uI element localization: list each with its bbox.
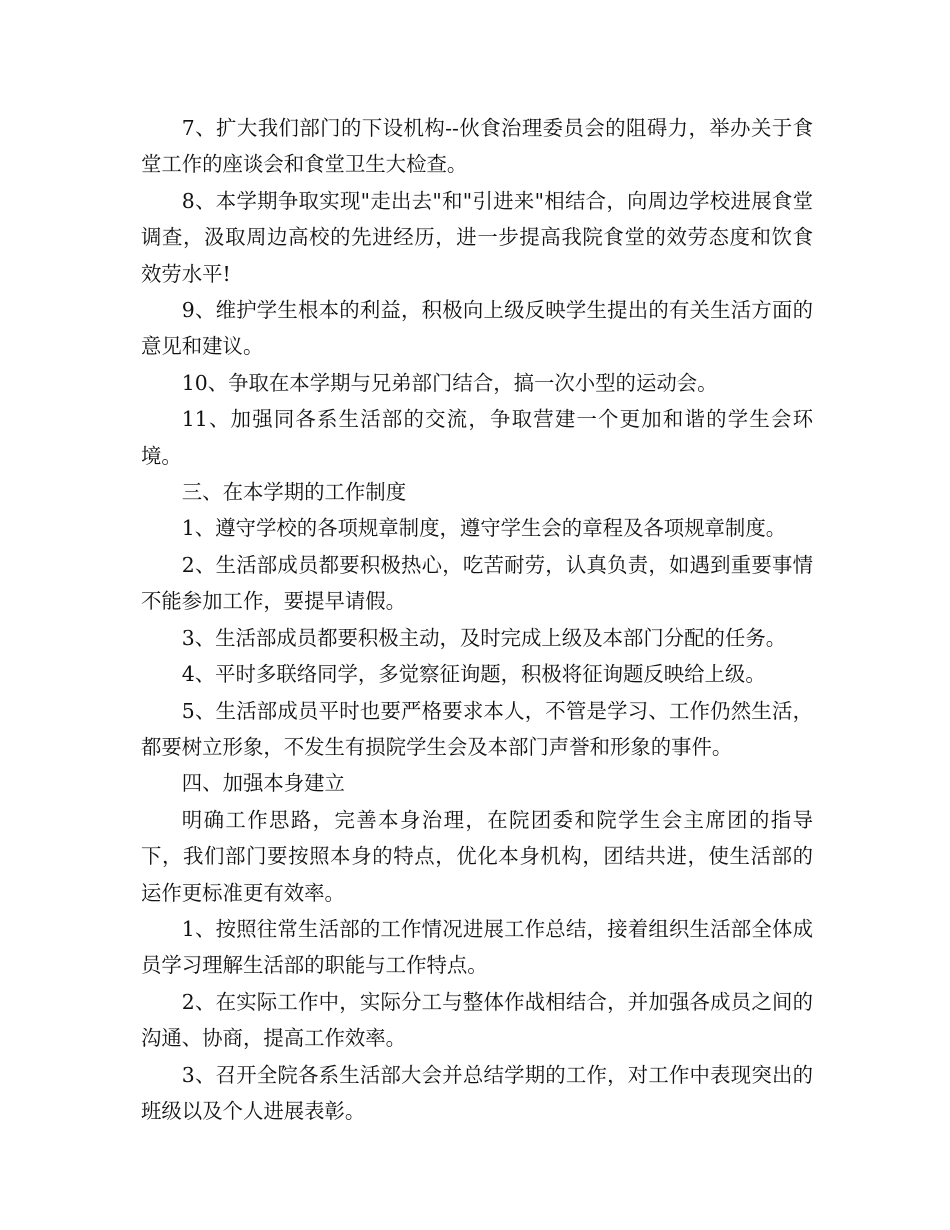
rule-item-2: 2、生活部成员都要积极热心，吃苦耐劳，认真负责，如遇到重要事情不能参加工作，要提早请假。: [141, 552, 813, 614]
paragraph-item-7: 7、扩大我们部门的下设机构--伙食治理委员会的阻碍力，举办关于食堂工作的座谈会和食堂卫生大检查。: [141, 116, 813, 177]
rule-item-1: 1、遵守学校的各项规章制度，遵守学生会的章程及各项规章制度。: [181, 516, 787, 541]
section-heading-work-rules: 三、在本学期的工作制度: [181, 480, 407, 505]
paragraph-item-8: 8、本学期争取实现"走出去"和"引进来"相结合，向周边学校进展食堂调查，汲取周边高校的先进经历，进一步提高我院食堂的效劳态度和饮食效劳水平!: [141, 188, 813, 286]
self-building-intro: 明确工作思路，完善本身治理，在院团委和院学生会主席团的指导下，我们部门要按照本身的特点，优化本身机构，团结共进，使生活部的运作更标准更有效率。: [141, 807, 813, 905]
document-body: [141, 110, 813, 1129]
self-building-item-3: 3、召开全院各系生活部大会并总结学期的工作，对工作中表现突出的班级以及个人进展表彰。: [141, 1062, 813, 1123]
self-building-item-1: 1、按照往常生活部的工作情况进展工作总结，接着组织生活部全体成员学习理解生活部的职能与工作特点。: [141, 916, 813, 978]
paragraph-item-9: 9、维护学生根本的利益，积极向上级反映学生提出的有关生活方面的意见和建议。: [141, 298, 813, 359]
paragraph-item-11: 11、加强同各系生活部的交流，争取营建一个更加和谐的学生会环境。: [141, 407, 813, 468]
self-building-item-2: 2、在实际工作中，实际分工与整体作战相结合，并加强各成员之间的沟通、协商，提高工作效率。: [141, 989, 813, 1051]
section-heading-self-building: 四、加强本身建立: [181, 771, 345, 796]
rule-item-5: 5、生活部成员平时也要严格要求本人，不管是学习、工作仍然生活，都要树立形象，不发生有损院学生会及本部门声誉和形象的事件。: [141, 698, 813, 759]
rule-item-3: 3、生活部成员都要积极主动，及时完成上级及本部门分配的任务。: [181, 625, 787, 650]
rule-item-4: 4、平时多联络同学，多觉察征询题，积极将征询题反映给上级。: [181, 662, 766, 687]
paragraph-item-10: 10、争取在本学期与兄弟部门结合，搞一次小型的运动会。: [181, 370, 718, 395]
